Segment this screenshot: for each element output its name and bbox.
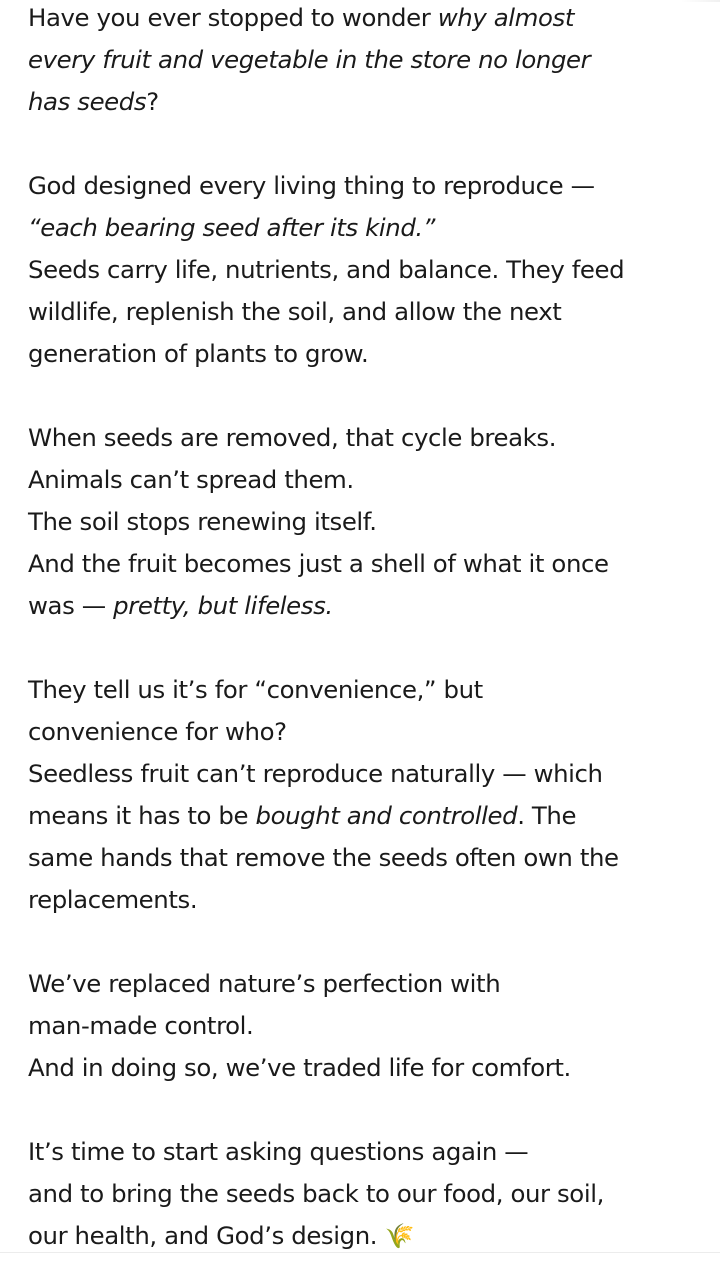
text-line: convenience for who? [28, 717, 287, 746]
italic-text: bought and controlled [255, 801, 518, 830]
text-line: We’ve replaced nature’s perfection with [28, 969, 501, 998]
post-text-body [28, 0, 708, 1257]
italic-text: has seeds [28, 87, 147, 116]
text-line [28, 207, 708, 249]
text-line [28, 0, 708, 39]
paragraph-2 [28, 165, 708, 375]
text-run: means it has to be [28, 801, 256, 830]
italic-text: every fruit and vegetable in the store no longer [28, 45, 591, 74]
text-line [28, 585, 708, 627]
text-line: Seedless fruit can’t reproduce naturally — which [28, 759, 603, 788]
text-line: same hands that remove the seeds often own the [28, 843, 619, 872]
text-line: And in doing so, we’ve traded life for comfort. [28, 1053, 571, 1082]
text-line: God designed every living thing to reproduce — [28, 171, 595, 200]
text-line: wildlife, replenish the soil, and allow the next [28, 297, 562, 326]
text-line: And the fruit becomes just a shell of what it once [28, 549, 609, 578]
text-line: When seeds are removed, that cycle breaks. [28, 423, 557, 452]
text-line [28, 795, 708, 837]
text-line [28, 1215, 708, 1257]
text-run: was — [28, 591, 114, 620]
text-run: Have you ever stopped to wonder [28, 3, 438, 32]
text-line: It’s time to start asking questions again — [28, 1137, 529, 1166]
paragraph-6 [28, 1131, 708, 1257]
text-run: our health, and God’s design. [28, 1221, 385, 1250]
bottom-divider [0, 1252, 720, 1253]
text-line: generation of plants to grow. [28, 339, 369, 368]
text-line: Seeds carry life, nutrients, and balance. They feed [28, 255, 625, 284]
paragraph-5 [28, 963, 708, 1089]
paragraph-1 [28, 0, 708, 123]
italic-quote: “each bearing seed after its kind.” [28, 213, 436, 242]
italic-text: why almost [437, 3, 574, 32]
text-line: Animals can’t spread them. [28, 465, 354, 494]
text-line: The soil stops renewing itself. [28, 507, 377, 536]
text-line: and to bring the seeds back to our food, our soil, [28, 1179, 604, 1208]
paragraph-4 [28, 669, 708, 921]
italic-text: pretty, but lifeless. [113, 591, 333, 620]
text-line: They tell us it’s for “convenience,” but [28, 675, 483, 704]
wheat-emoji-icon: 🌾 [384, 1222, 414, 1250]
text-run: . The [517, 801, 577, 830]
paragraph-3 [28, 417, 708, 627]
text-line [28, 39, 708, 81]
text-line: replacements. [28, 885, 198, 914]
text-line [28, 81, 708, 123]
text-line: man-made control. [28, 1011, 254, 1040]
text-run: ? [146, 87, 159, 116]
